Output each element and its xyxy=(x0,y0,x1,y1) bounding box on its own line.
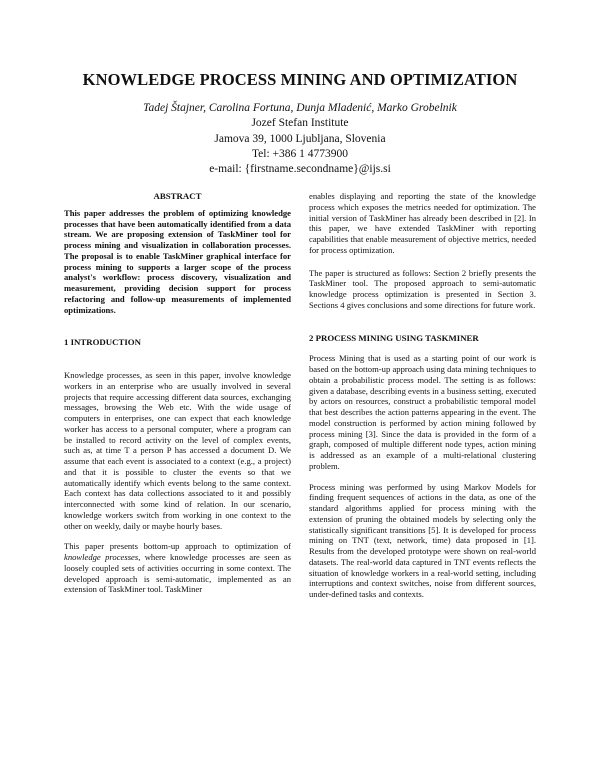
section1-paragraph-2: This paper presents bottom-up approach to optimization of knowledge processes, where knowledge processes are seen as loosely coupled sets of activities occurring in some context. The developed approach is semi-automatic, implemented as an extension of TaskMiner tool. TaskMiner xyxy=(64,541,291,595)
left-column xyxy=(64,191,291,595)
section1-heading: 1 INTRODUCTION xyxy=(64,337,141,348)
author-block xyxy=(0,101,600,177)
right-paragraph-1: enables displaying and reporting the state of the knowledge process which exposes the metrics needed for optimization. The initial version of TaskMiner has already been described in [2]. In this paper, we have extended TaskMiner with reporting capabilities that enable measurement of objective metrics, needed for process optimization. xyxy=(309,191,536,255)
author-institute: Jozef Stefan Institute xyxy=(251,117,349,130)
abstract-text: This paper addresses the problem of optimizing knowledge processes that have been automatically identified from a data stream. We are proposing extension of TaskMiner tool for process mining and visualization in collaboration processes. The proposal is to enable TaskMiner graphical interface for process mining to supports a larger scope of the process analyst's workflow: process discovery, visualization and measurement, providing decision support for process refactoring and follow-up measurements of implemented optimizations. xyxy=(64,207,291,315)
section1-paragraph-1: Knowledge processes, as seen in this paper, involve knowledge workers in an enterprise who are usually involved in several projects that require accessing different data sources, exchanging messages, browsing the Web etc. With the wide usage of computers in enterprises, one can expect that each knowledge worker has access to a personal computer, where a program can be installed to record activity on the level of complex events, such as, at time T a person P has accessed a document D. We assume that each event is associated to a context (e.g., a project) and that it is possible to cluster the events so that we automatically identify which events belong to the same context. Each context has data collections associated to it and possibly interconnected with some kind of relation. In our scenario, knowledge workers switch from working in one context to the other on weekly, daily or maybe hourly bases. xyxy=(64,370,291,531)
right-column xyxy=(309,191,536,600)
right-paragraph-2: The paper is structured as follows: Section 2 briefly presents the TaskMiner tool. The proposed approach to semi-automatic knowledge process optimization is presented in Section 3. Sections 4 gives conclusions and some directions for future work. xyxy=(309,267,536,310)
section2-heading: 2 PROCESS MINING USING TASKMINER xyxy=(309,332,479,343)
paper-title: KNOWLEDGE PROCESS MINING AND OPTIMIZATION xyxy=(82,70,518,89)
abstract-heading: ABSTRACT xyxy=(153,191,202,201)
section2-paragraph-2: Process mining was performed by using Markov Models for finding frequent sequences of actions in the data, as one of the standard algorithms applied for process mining with the extension of pruning the obtained models by selecting only the statistically significant transitions [5]. It is developed for process mining on TNT (text, network, time) data proposed in [1]. Results from the developed prototype were shown on real-world datasets. The real-world data captured in TNT events reflects the situation of knowledge workers in a real-world setting, including interruptions and context switches, noise from different sources, under-defined tasks and contexts. xyxy=(309,481,536,599)
author-tel: Tel: +386 1 4773900 xyxy=(251,147,349,160)
author-names: Tadej Štajner, Carolina Fortuna, Dunja Mladenić, Marko Grobelnik xyxy=(143,102,457,114)
section2-paragraph-1: Process Mining that is used as a starting point of our work is based on the bottom-up approach using data mining techniques to obtain a probabilistic process model. The setting is as follows: given a database, describing events in a business setting, executed by actors on resources, construct a probabilistic temporal model that best describes the action patterns appearing in the event. The model construction is performed by action mining followed by process mining [3]. Since the data is provided in the form of a graph, composed of multiple different node types, action mining is addressed as an example of a multi-relational clustering problem. xyxy=(309,353,536,471)
author-email: e-mail: {firstname.secondname}@ijs.si xyxy=(209,163,391,176)
author-address: Jamova 39, 1000 Ljubljana, Slovenia xyxy=(214,132,386,145)
